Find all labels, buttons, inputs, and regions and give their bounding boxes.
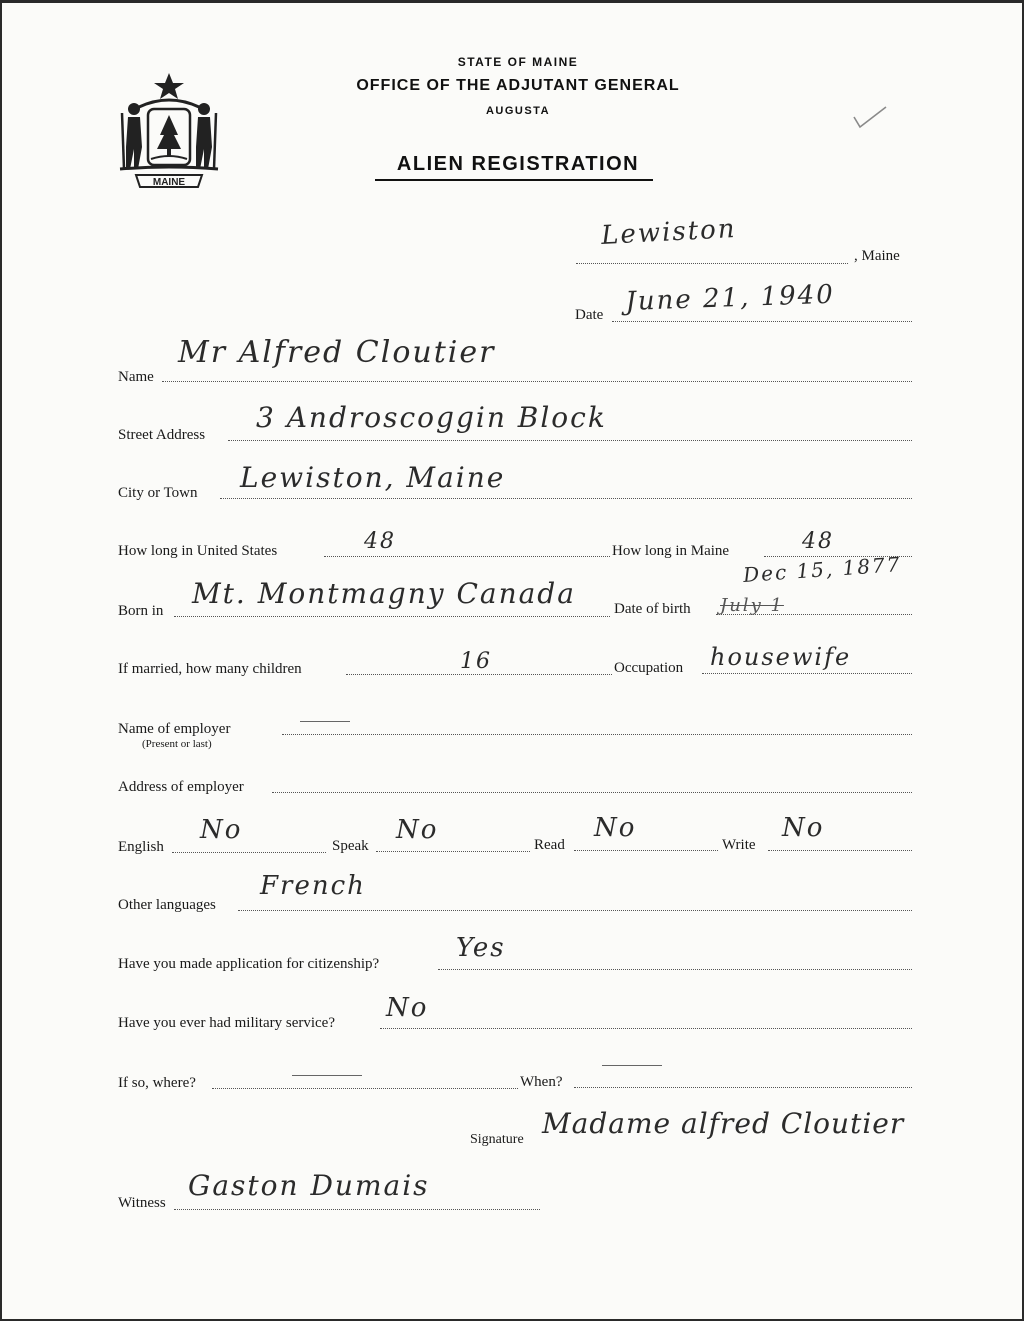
when-line bbox=[574, 1087, 912, 1088]
name-label: Name bbox=[118, 369, 154, 385]
military-label: Have you ever had military service? bbox=[118, 1015, 335, 1031]
city-town-label: City or Town bbox=[118, 485, 198, 501]
write-entry: No bbox=[782, 813, 825, 843]
how-long-maine-label: How long in Maine bbox=[612, 543, 730, 559]
city-town-line bbox=[220, 498, 912, 499]
speak-entry: No bbox=[396, 815, 439, 845]
born-in-label: Born in bbox=[118, 603, 164, 619]
signature-entry: Madame alfred Cloutier bbox=[542, 1107, 905, 1140]
svg-text:MAINE: MAINE bbox=[152, 177, 186, 188]
born-in-entry: Mt. Montmagny Canada bbox=[192, 577, 576, 610]
date-label: Date bbox=[575, 307, 604, 323]
town-line bbox=[576, 263, 848, 264]
how-long-us-entry: 48 bbox=[364, 529, 396, 554]
maine-suffix: , Maine bbox=[854, 248, 900, 264]
citizenship-entry: Yes bbox=[456, 933, 506, 963]
employer-address-line bbox=[272, 792, 912, 793]
name-entry: Mr Alfred Cloutier bbox=[178, 335, 496, 370]
how-long-us-line bbox=[324, 556, 610, 557]
if-so-where-line bbox=[212, 1088, 518, 1089]
form-title: ALIEN REGISTRATION bbox=[396, 153, 640, 175]
when-label: When? bbox=[520, 1074, 563, 1090]
read-label: Read bbox=[534, 837, 565, 853]
employer-name-dash bbox=[300, 721, 350, 722]
signature-label: Signature bbox=[470, 1132, 524, 1147]
how-long-us-label: How long in United States bbox=[118, 543, 278, 559]
street-address-label: Street Address bbox=[118, 427, 206, 443]
occupation-label: Occupation bbox=[614, 660, 684, 676]
witness-label: Witness bbox=[118, 1195, 166, 1211]
city-heading: AUGUSTA bbox=[485, 105, 551, 117]
date-entry: June 21, 1940 bbox=[624, 279, 836, 317]
checkmark-icon bbox=[850, 103, 890, 133]
date-of-birth-struck: July 1 bbox=[720, 595, 784, 616]
military-entry: No bbox=[386, 993, 429, 1023]
occupation-entry: housewife bbox=[710, 643, 852, 671]
if-so-where-dash bbox=[292, 1075, 362, 1076]
english-label: English bbox=[118, 839, 164, 855]
street-address-entry: 3 Androscoggin Block bbox=[256, 401, 607, 434]
occupation-line bbox=[702, 673, 912, 674]
witness-entry: Gaston Dumais bbox=[188, 1169, 430, 1202]
name-line bbox=[162, 381, 912, 382]
military-line bbox=[380, 1028, 912, 1029]
speak-line bbox=[376, 851, 530, 852]
title-underline bbox=[375, 179, 653, 181]
citizenship-label: Have you made application for citizenship? bbox=[118, 956, 380, 972]
read-line bbox=[574, 850, 718, 851]
if-so-where-label: If so, where? bbox=[118, 1075, 196, 1091]
employer-address-label: Address of employer bbox=[118, 779, 244, 795]
speak-label: Speak bbox=[332, 838, 369, 854]
born-in-line bbox=[174, 616, 610, 617]
write-line bbox=[768, 850, 912, 851]
city-town-entry: Lewiston, Maine bbox=[240, 461, 506, 494]
when-dash bbox=[602, 1065, 662, 1066]
married-children-line bbox=[346, 674, 612, 675]
how-long-maine-entry: 48 bbox=[802, 529, 834, 554]
read-entry: No bbox=[594, 813, 637, 843]
english-entry: No bbox=[200, 815, 243, 845]
street-address-line bbox=[228, 440, 912, 441]
date-of-birth-entry: Dec 15, 1877 bbox=[742, 552, 903, 587]
office-heading: OFFICE OF THE ADJUTANT GENERAL bbox=[356, 77, 680, 94]
other-languages-label: Other languages bbox=[118, 897, 216, 913]
english-line bbox=[172, 852, 326, 853]
other-languages-entry: French bbox=[260, 871, 366, 901]
witness-line bbox=[174, 1209, 540, 1210]
state-heading: STATE OF MAINE bbox=[457, 55, 579, 69]
date-line bbox=[612, 321, 912, 322]
town-entry: Lewiston bbox=[600, 213, 738, 251]
married-children-label: If married, how many children bbox=[118, 661, 302, 677]
date-of-birth-label: Date of birth bbox=[614, 601, 691, 617]
employer-name-label: Name of employer bbox=[118, 721, 231, 737]
citizenship-line bbox=[438, 969, 912, 970]
write-label: Write bbox=[722, 837, 756, 853]
married-children-entry: 16 bbox=[460, 649, 492, 674]
maine-state-seal-icon bbox=[114, 69, 224, 193]
other-languages-line bbox=[238, 910, 912, 911]
employer-name-line bbox=[282, 734, 912, 735]
employer-note: (Present or last) bbox=[142, 738, 212, 750]
